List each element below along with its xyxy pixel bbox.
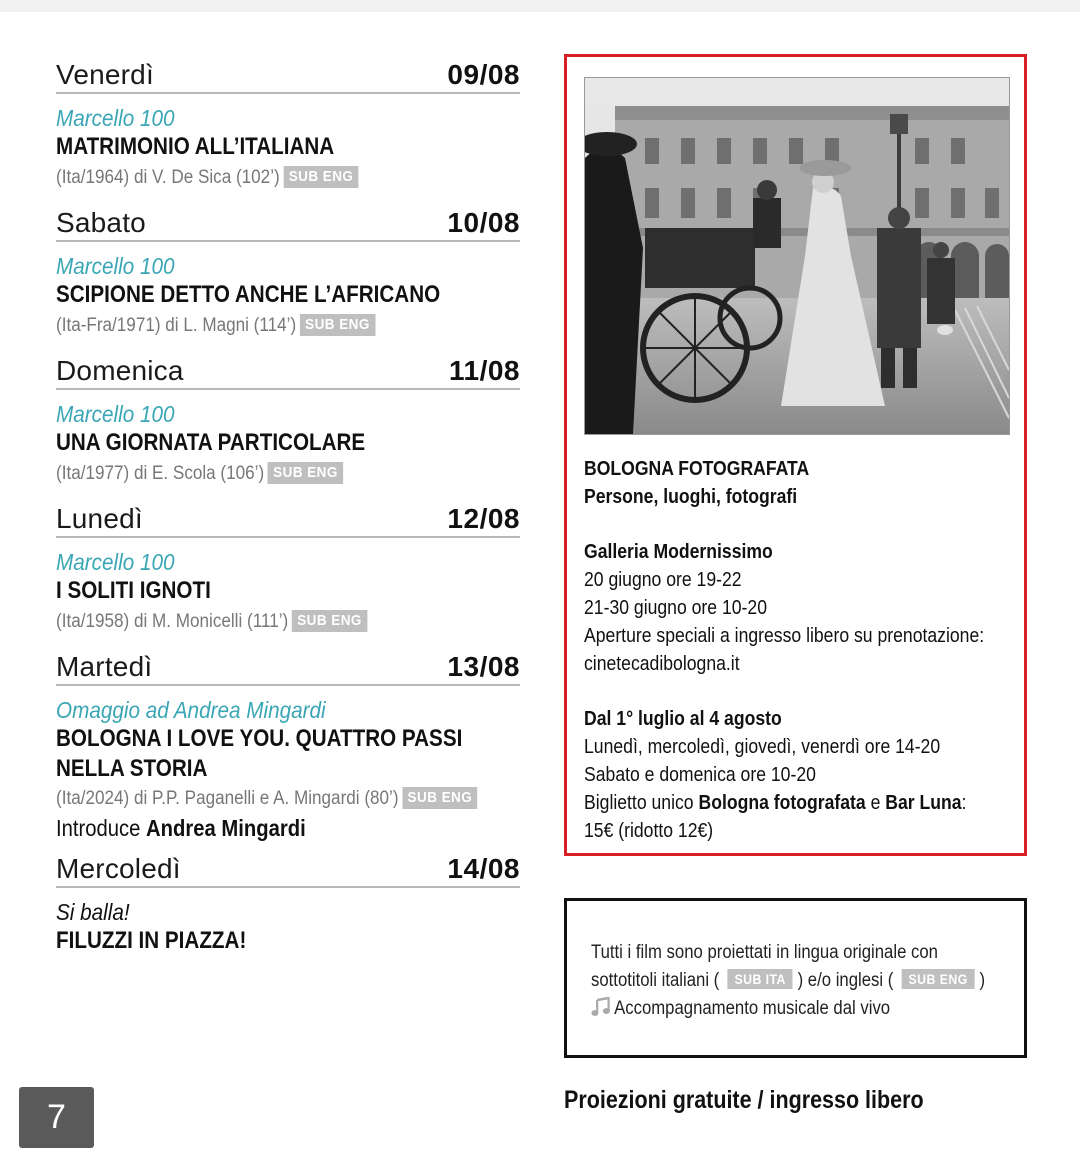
top-bar: [0, 0, 1080, 12]
info-line: sottotitoli italiani ( SUB ITA ) e/o inglesi ( SUB ENG ): [591, 970, 986, 991]
day-name: Venerdì: [56, 59, 154, 90]
day-header: [56, 204, 520, 242]
exhibit-period: Dal 1° luglio al 4 agosto: [584, 708, 782, 730]
film-title: UNA GIORNATA PARTICOLARE: [56, 429, 366, 456]
series-label: Omaggio ad Andrea Mingardi: [56, 697, 326, 723]
sub-eng-badge: SUB ENG: [292, 610, 367, 632]
free-admission-note: Proiezioni gratuite / ingresso libero: [564, 1086, 924, 1114]
exhibit-dates: 21-30 giugno ore 10-20: [584, 597, 767, 619]
program-day: [56, 204, 520, 342]
series-label: Marcello 100: [56, 401, 175, 427]
day-date: 11/08: [448, 355, 520, 386]
program-day: [56, 500, 520, 638]
day-date: 12/08: [447, 503, 520, 534]
info-line: Accompagnamento musicale dal vivo: [591, 995, 985, 1026]
day-header: [56, 56, 520, 94]
sub-eng-badge: SUB ENG: [402, 787, 477, 809]
day-name: Martedì: [56, 651, 153, 682]
series-label: Si balla!: [56, 899, 130, 925]
page-number: 7: [19, 1087, 94, 1148]
film-title: I SOLITI IGNOTI: [56, 577, 211, 604]
exhibit-subtitle: Persone, luoghi, fotografi: [584, 486, 798, 508]
exhibit-weekend: Sabato e domenica ore 10-20: [584, 764, 816, 786]
exhibit-venue: Galleria Modernissimo: [584, 541, 773, 563]
film-title: MATRIMONIO ALL’ITALIANA: [56, 133, 335, 160]
exhibit-price: 15€ (ridotto 12€): [584, 820, 714, 842]
day-name: Sabato: [56, 207, 146, 238]
day-name: Mercoledì: [56, 853, 181, 884]
program-day: [56, 648, 520, 842]
series-label: Marcello 100: [56, 549, 175, 575]
sub-ita-badge: SUB ITA: [727, 969, 793, 989]
film-meta: (Ita/1958) di M. Monicelli (111’) SUB ENG: [56, 606, 474, 638]
film-meta: (Ita/1977) di E. Scola (106’) SUB ENG: [56, 458, 474, 490]
subtitle-info: [591, 939, 1039, 1026]
program-list: [56, 56, 520, 956]
film-title-line: NELLA STORIA: [56, 755, 208, 782]
sub-eng-badge: SUB ENG: [901, 969, 974, 989]
film-title: SCIPIONE DETTO ANCHE L’AFRICANO: [56, 281, 441, 308]
day-date: 10/08: [447, 207, 520, 238]
historic-photo: [584, 77, 1010, 435]
exhibit-box: [564, 54, 1027, 856]
exhibit-website: cinetecadibologna.it: [584, 653, 740, 675]
subtitle-info-box: [564, 898, 1027, 1058]
film-title-line: BOLOGNA I LOVE YOU. QUATTRO PASSI: [56, 725, 463, 752]
sub-eng-badge: SUB ENG: [268, 462, 343, 484]
exhibit-title: BOLOGNA FOTOGRAFATA: [584, 458, 810, 480]
film-title: FILUZZI IN PIAZZA!: [56, 927, 247, 954]
day-header: [56, 352, 520, 390]
film-meta: (Ita/1964) di V. De Sica (102’) SUB ENG: [56, 162, 474, 194]
series-label: Marcello 100: [56, 253, 175, 279]
program-day: [56, 850, 520, 956]
series-label: Marcello 100: [56, 105, 175, 131]
sub-eng-badge: SUB ENG: [300, 314, 375, 336]
program-day: [56, 352, 520, 490]
exhibit-weekdays: Lunedì, mercoledì, giovedì, venerdì ore 14-20: [584, 736, 941, 758]
exhibit-dates: 20 giugno ore 19-22: [584, 569, 742, 591]
exhibit-special: Aperture speciali a ingresso libero su prenotazione:: [584, 625, 985, 647]
day-name: Domenica: [56, 355, 184, 386]
program-day: [56, 56, 520, 194]
introducer: Introduce Andrea Mingardi: [56, 815, 306, 841]
day-header: [56, 850, 520, 888]
info-line: Tutti i film sono proiettati in lingua originale con: [591, 942, 938, 963]
sub-eng-badge: SUB ENG: [283, 166, 358, 188]
film-meta: (Ita/2024) di P.P. Paganelli e A. Mingardi (80’) SUB ENG: [56, 784, 474, 814]
day-header: [56, 500, 520, 538]
exhibit-info: [584, 455, 1014, 845]
day-name: Lunedì: [56, 503, 143, 534]
day-header: [56, 648, 520, 686]
historic-photo-illustration: [585, 78, 1009, 434]
exhibit-ticket: Biglietto unico Bologna fotografata e Bar Luna:: [584, 792, 967, 814]
day-date: 13/08: [447, 651, 520, 682]
music-note-icon: [591, 997, 610, 1026]
day-date: 14/08: [447, 853, 520, 884]
film-meta: (Ita-Fra/1971) di L. Magni (114’) SUB ENG: [56, 310, 474, 342]
day-date: 09/08: [447, 59, 520, 90]
